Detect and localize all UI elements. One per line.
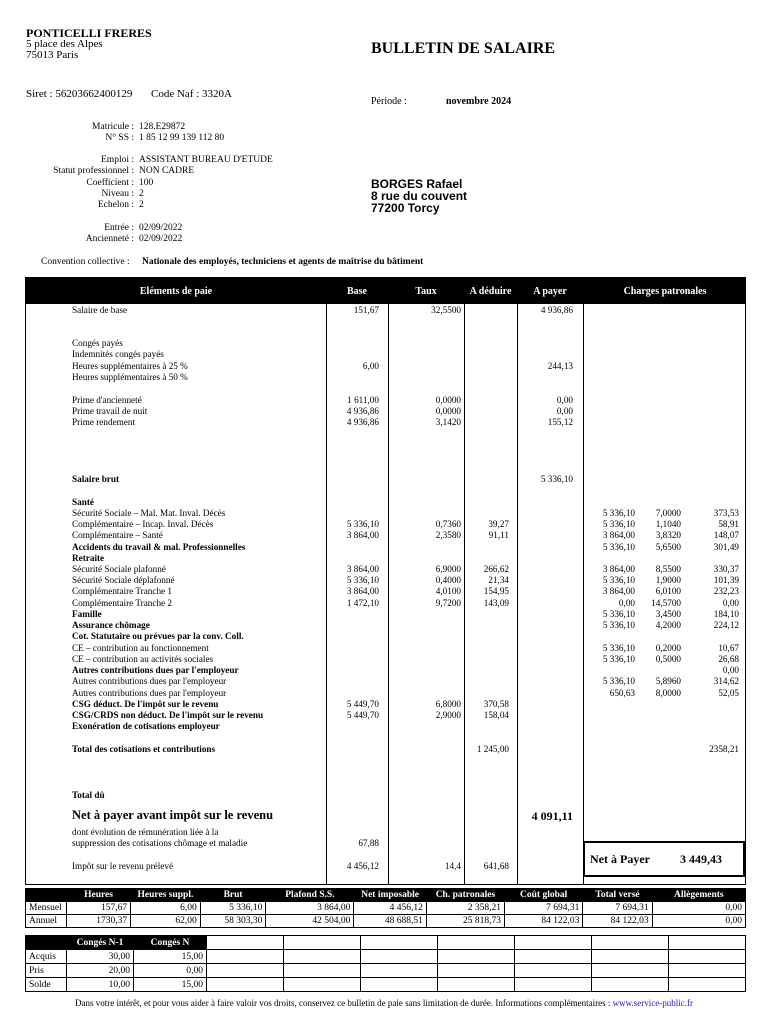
leave-empty-cell (515, 950, 592, 964)
payslip-line (26, 361, 745, 372)
line-cm-value: 301,49 (713, 542, 739, 552)
payslip-line (26, 474, 745, 485)
line-cm-value: 52,05 (718, 688, 739, 698)
line-label: Autres contributions dues par l'employeur (72, 676, 227, 686)
summary-cell: 1730,37 (66, 915, 130, 928)
leave-empty-cell (284, 964, 361, 978)
line-cm-value: 0,00 (722, 665, 739, 675)
line-label: Sécurité Sociale – Mal. Mat. Inval. Décès (72, 508, 226, 518)
payslip-line (26, 598, 745, 609)
id-label: Emploi : (101, 155, 134, 165)
id-value: 1 85 12 99 139 112 80 (139, 133, 225, 143)
line-base-value: 3 864,00 (346, 586, 379, 596)
id-row (24, 189, 144, 200)
summary-header-cell: Coût global (504, 889, 582, 902)
company-name: PONTICELLI FRERES (26, 26, 152, 40)
id-value: 128.E29872 (139, 122, 186, 132)
id-row (24, 200, 144, 211)
payslip-line (26, 508, 745, 519)
line-label: Salaire de base (72, 305, 128, 315)
line-label: Prime travail de nuit (72, 406, 148, 416)
leave-row (26, 964, 746, 978)
leave-empty-header (361, 936, 438, 950)
employee-name: BORGES Rafael (371, 177, 463, 191)
leave-empty-header (592, 936, 669, 950)
leave-empty-header (669, 936, 746, 950)
leave-row (26, 950, 746, 964)
payslip-line (26, 519, 745, 530)
leave-cell: 15,00 (134, 978, 207, 992)
line-ct-value: 5,6500 (655, 542, 681, 552)
leave-empty-cell (284, 950, 361, 964)
net-to-pay-value: 3 449,43 (680, 852, 722, 866)
payslip-line (26, 665, 745, 676)
line-ct-value: 14,5700 (651, 598, 681, 608)
line-ct-value: 3,8320 (655, 530, 681, 540)
summary-cell: 157,67 (66, 902, 130, 915)
id-label: Niveau : (101, 189, 134, 199)
line-label: Impôt sur le revenu prélevé (72, 861, 174, 871)
id-value: 02/09/2022 (139, 234, 183, 244)
line-cb-value: 3 864,00 (602, 586, 635, 596)
line-ct-value: 4,2000 (655, 620, 681, 630)
line-label: Complémentaire Tranche 2 (72, 598, 173, 608)
line-label: Net à payer avant impôt sur le revenu (72, 808, 274, 822)
line-ct-value: 0,2000 (655, 643, 681, 653)
payslip-line (26, 654, 745, 665)
leave-empty-cell (438, 978, 515, 992)
line-label: Heures supplémentaires à 25 % (72, 361, 188, 371)
line-cm-value: 330,37 (713, 564, 739, 574)
summary-header-cell: Heures (66, 889, 130, 902)
leave-empty-cell (361, 950, 438, 964)
line-cm-value: 373,53 (713, 508, 739, 518)
line-label: Accidents du travail & mal. Professionnelles (72, 542, 246, 552)
summary-header-cell: Allègements (652, 889, 745, 902)
payslip-line (26, 395, 745, 406)
leave-empty-cell (207, 978, 284, 992)
footer-text: Dans votre intérêt, et pour vous aider à faire valoir vos droits, conservez ce bulletin de paie sans limitation de durée. Informations complémentaires : (75, 998, 611, 1008)
line-base-value: 1 472,10 (346, 598, 379, 608)
leave-header-cell (26, 936, 67, 950)
payslip-table-header (26, 278, 745, 304)
line-cb-value: 3 864,00 (602, 564, 635, 574)
line-label: Assurance chômage (72, 620, 150, 630)
summary-row (26, 902, 746, 915)
leave-body (26, 950, 746, 992)
footer-link[interactable]: www.service-public.fr (612, 998, 693, 1008)
line-label: dont évolution de rémunération liée à la (72, 827, 219, 837)
leave-empty-cell (438, 950, 515, 964)
summary-cell: 25 818,73 (426, 915, 504, 928)
summary-cell: 0,00 (652, 915, 745, 928)
company-address-2: 75013 Paris (26, 49, 79, 61)
line-taux-value: 4,0100 (435, 586, 461, 596)
leave-cell: 10,00 (67, 978, 134, 992)
line-label: Prime rendement (72, 417, 136, 427)
leave-empty-header (207, 936, 284, 950)
leave-empty-cell (669, 950, 746, 964)
summary-body (26, 902, 746, 928)
leave-header-cell: Congés N-1 (67, 936, 134, 950)
line-cm-value: 2358,21 (709, 744, 739, 754)
leave-empty-cell (592, 978, 669, 992)
company-address-1: 5 place des Alpes (26, 38, 103, 50)
footer-note (0, 998, 768, 1008)
leave-empty-cell (669, 978, 746, 992)
line-base-value: 3 864,00 (346, 564, 379, 574)
id-row (24, 178, 153, 189)
line-label: Sécurité Sociale plafonné (72, 564, 166, 574)
summary-cell: 5 336,10 (200, 902, 266, 915)
line-ct-value: 5,8960 (655, 676, 681, 686)
payslip-line (26, 586, 745, 597)
line-label: Congés payés (72, 338, 123, 348)
line-cm-value: 232,23 (713, 586, 739, 596)
net-to-pay-label: Net à Payer (590, 852, 650, 866)
company-siret: Siret : 56203662400129 (26, 88, 133, 100)
line-taux-value: 2,9000 (435, 710, 461, 720)
line-cm-value: 26,68 (718, 654, 739, 664)
line-ct-value: 7,0000 (655, 508, 681, 518)
line-cm-value: 224,12 (713, 620, 739, 630)
payslip-line (26, 497, 745, 508)
summary-cell: 7 694,31 (504, 902, 582, 915)
line-base-value: 5 449,70 (346, 710, 379, 720)
line-label: CSG déduct. De l'impôt sur le revenu (72, 699, 219, 709)
id-row (24, 155, 273, 166)
summary-header-cell (26, 889, 67, 902)
id-row (24, 234, 182, 245)
id-label: N° SS : (105, 133, 134, 143)
summary-header-cell: Heures suppl. (131, 889, 201, 902)
line-base-value: 151,67 (353, 305, 379, 315)
id-row (24, 223, 182, 234)
line-label: Sécurité Sociale déplafonné (72, 575, 175, 585)
summary-table (25, 888, 746, 928)
summary-cell: 3 864,00 (266, 902, 354, 915)
line-ct-value: 6,0100 (655, 586, 681, 596)
summary-cell: 58 303,30 (200, 915, 266, 928)
line-cb-value: 5 336,10 (602, 620, 635, 630)
summary-header-cell: Net imposable (354, 889, 427, 902)
summary-row (26, 915, 746, 928)
summary-cell: 2 358,21 (426, 902, 504, 915)
line-cb-value: 5 336,10 (602, 508, 635, 518)
payslip-line (26, 564, 745, 575)
payslip-line (26, 808, 745, 824)
line-base-value: 5 449,70 (346, 699, 379, 709)
line-cb-value: 650,63 (609, 688, 635, 698)
line-taux-value: 0,0000 (435, 406, 461, 416)
document-title: BULLETIN DE SALAIRE (371, 40, 556, 57)
payslip-line (26, 349, 745, 360)
id-row (24, 166, 194, 177)
line-ded-value: 21,34 (488, 575, 509, 585)
summary-cell: 4 456,12 (354, 902, 427, 915)
id-label: Coefficient : (86, 178, 134, 188)
company-block (26, 28, 152, 61)
summary-cell: 42 504,00 (266, 915, 354, 928)
leave-cell: 15,00 (134, 950, 207, 964)
leave-empty-cell (284, 978, 361, 992)
line-label: Total des cotisations et contributions (72, 744, 216, 754)
line-ded-value: 143,09 (483, 598, 509, 608)
id-value: 100 (139, 178, 154, 188)
id-label: Statut professionnel : (53, 166, 134, 176)
summary-cell: 6,00 (131, 902, 201, 915)
line-label: Complémentaire – Incap. Inval. Décès (72, 519, 214, 529)
line-ded-value: 1 245,00 (476, 744, 509, 754)
payslip-line (26, 406, 745, 417)
line-label: Prime d'ancienneté (72, 395, 142, 405)
line-payer-value: 155,12 (547, 417, 573, 427)
line-label: CSG/CRDS non déduct. De l'impôt sur le revenu (72, 710, 264, 720)
line-cb-value: 5 336,10 (602, 643, 635, 653)
line-ct-value: 8,5500 (655, 564, 681, 574)
line-ct-value: 0,5000 (655, 654, 681, 664)
leave-empty-cell (438, 964, 515, 978)
header-deduire: A déduire (469, 286, 512, 297)
line-label: Total dû (72, 790, 105, 800)
net-to-pay-box (583, 841, 745, 877)
id-row (24, 122, 185, 133)
summary-header-cell: Ch. patronales (426, 889, 504, 902)
company-naf: Code Naf : 3320A (151, 88, 232, 100)
leave-row (26, 978, 746, 992)
line-payer-value: 4 936,86 (540, 305, 573, 315)
line-taux-value: 2,3580 (435, 530, 461, 540)
line-cm-value: 101,39 (713, 575, 739, 585)
leave-row-label: Solde (26, 978, 67, 992)
payslip-line (26, 575, 745, 586)
line-payer-value: 244,13 (547, 361, 573, 371)
leave-empty-cell (669, 964, 746, 978)
line-ded-value: 266,62 (483, 564, 509, 574)
line-taux-value: 3,1420 (435, 417, 461, 427)
summary-cell: 0,00 (652, 902, 745, 915)
header-elements: Eléments de paie (139, 286, 213, 297)
line-cm-value: 184,10 (713, 609, 739, 619)
leave-empty-cell (515, 964, 592, 978)
line-label: suppression des cotisations chômage et maladie (72, 838, 248, 848)
payslip-line (26, 643, 745, 654)
period-value: novembre 2024 (446, 96, 512, 107)
id-label: Entrée : (104, 223, 134, 233)
summary-header-row (26, 889, 746, 902)
leave-header-cell: Congés N (134, 936, 207, 950)
line-taux-value: 6,9000 (435, 564, 461, 574)
summary-cell: 48 688,51 (354, 915, 427, 928)
id-label: Echelon : (97, 200, 134, 210)
line-ded-value: 91,11 (488, 530, 509, 540)
summary-cell: 62,00 (131, 915, 201, 928)
payslip-line (26, 688, 745, 699)
leave-empty-cell (207, 950, 284, 964)
summary-header-cell: Total versé (583, 889, 652, 902)
header-payer: A payer (533, 286, 567, 297)
period-label: Période : (371, 96, 407, 107)
line-ded-value: 370,58 (483, 699, 509, 709)
line-ct-value: 1,1040 (655, 519, 681, 529)
payslip-table (25, 277, 746, 885)
line-cb-value: 5 336,10 (602, 519, 635, 529)
line-cb-value: 3 864,00 (602, 530, 635, 540)
line-label: Autres contributions dues par l'employeur (72, 688, 227, 698)
line-payer-value: 0,00 (556, 395, 573, 405)
line-label: Heures supplémentaires à 50 % (72, 372, 188, 382)
line-taux-value: 0,4000 (435, 575, 461, 585)
line-ct-value: 1,9000 (655, 575, 681, 585)
summary-header-cell: Plafond S.S. (266, 889, 354, 902)
line-taux-value: 0,7360 (435, 519, 461, 529)
line-cm-value: 0,00 (722, 598, 739, 608)
line-cb-value: 5 336,10 (602, 609, 635, 619)
line-label: Autres contributions dues par l'employeur (72, 665, 239, 675)
line-label: Retraite (72, 553, 105, 563)
leave-cell: 0,00 (134, 964, 207, 978)
line-label: CE – contribution au activités sociales (72, 654, 214, 664)
leave-empty-header (515, 936, 592, 950)
line-ct-value: 3,4500 (655, 609, 681, 619)
summary-row-label: Annuel (26, 915, 67, 928)
line-label: Salaire brut (72, 474, 120, 484)
payslip-line (26, 699, 745, 710)
payslip-line (26, 790, 745, 801)
line-ded-value: 641,68 (483, 861, 509, 871)
line-base-value: 3 864,00 (346, 530, 379, 540)
payslip-line (26, 710, 745, 721)
id-value: 02/09/2022 (139, 223, 183, 233)
summary-cell: 84 122,03 (504, 915, 582, 928)
payslip-line (26, 372, 745, 383)
leave-empty-cell (207, 964, 284, 978)
line-cb-value: 5 336,10 (602, 654, 635, 664)
leave-row-label: Pris (26, 964, 67, 978)
line-cm-value: 148,07 (713, 530, 739, 540)
payslip-line (26, 721, 745, 732)
leave-table (25, 935, 746, 992)
employee-address (371, 178, 467, 214)
line-taux-value: 0,0000 (435, 395, 461, 405)
line-taux-value: 9,7200 (435, 598, 461, 608)
leave-header-row (26, 936, 746, 950)
leave-empty-cell (361, 964, 438, 978)
line-label: Exonération de cotisations employeur (72, 721, 220, 731)
line-label: Complémentaire – Santé (72, 530, 163, 540)
id-value: 2 (139, 200, 144, 210)
id-value: NON CADRE (139, 166, 195, 176)
line-cb-value: 0,00 (618, 598, 635, 608)
line-cm-value: 10,67 (718, 643, 739, 653)
leave-cell: 30,00 (67, 950, 134, 964)
employee-city: 77200 Torcy (371, 201, 440, 215)
payslip-line (26, 338, 745, 349)
line-ded-value: 39,27 (488, 519, 509, 529)
line-payer-value: 4 091,11 (531, 809, 573, 823)
payslip-line (26, 827, 745, 838)
id-value: 2 (139, 189, 144, 199)
summary-header-cell: Brut (200, 889, 266, 902)
line-base-value: 5 336,10 (346, 575, 379, 585)
summary-cell: 7 694,31 (583, 902, 652, 915)
leave-empty-cell (515, 978, 592, 992)
line-taux-value: 32,5500 (431, 305, 461, 315)
convention-value: Nationale des employés, techniciens et agents de maîtrise du bâtiment (142, 257, 424, 267)
payslip-line (26, 305, 745, 316)
payslip-line (26, 620, 745, 631)
line-ded-value: 154,95 (483, 586, 509, 596)
leave-row-label: Acquis (26, 950, 67, 964)
payslip-line (26, 631, 745, 642)
header-charges: Charges patronales (623, 286, 707, 297)
header-taux: Taux (415, 286, 437, 297)
leave-empty-cell (592, 950, 669, 964)
payslip-line (26, 676, 745, 687)
line-taux-value: 6,8000 (435, 699, 461, 709)
id-row (24, 133, 224, 144)
line-label: Indemnités congés payés (72, 349, 164, 359)
convention-label: Convention collective : (41, 257, 130, 267)
id-label: Ancienneté : (85, 234, 134, 244)
line-base-value: 6,00 (362, 361, 379, 371)
employee-street: 8 rue du couvent (371, 189, 468, 203)
summary-row-label: Mensuel (26, 902, 67, 915)
payslip-line (26, 609, 745, 620)
line-base-value: 4 936,86 (346, 406, 379, 416)
line-base-value: 4 456,12 (346, 861, 379, 871)
line-taux-value: 14,4 (444, 861, 461, 871)
id-value: ASSISTANT BUREAU D'ETUDE (139, 155, 273, 165)
line-cb-value: 5 336,10 (602, 676, 635, 686)
line-label: Santé (72, 497, 94, 507)
line-payer-value: 0,00 (556, 406, 573, 416)
payslip-line (26, 542, 745, 553)
leave-empty-cell (592, 964, 669, 978)
line-base-value: 67,88 (358, 838, 379, 848)
line-base-value: 1 611,00 (347, 395, 379, 405)
header-base: Base (347, 286, 367, 297)
leave-empty-header (284, 936, 361, 950)
leave-cell: 20,00 (67, 964, 134, 978)
line-ded-value: 158,04 (483, 710, 509, 720)
payslip-line (26, 530, 745, 541)
line-label: Complémentaire Tranche 1 (72, 586, 173, 596)
leave-empty-header (438, 936, 515, 950)
payslip-line (26, 417, 745, 428)
id-label: Matricule : (92, 122, 134, 132)
line-label: Famille (72, 609, 102, 619)
line-base-value: 5 336,10 (346, 519, 379, 529)
summary-cell: 84 122,03 (583, 915, 652, 928)
payslip-line (26, 744, 745, 755)
line-ct-value: 8,0000 (655, 688, 681, 698)
leave-empty-cell (361, 978, 438, 992)
line-label: Cot. Statutaire ou prévues par la conv. Coll. (72, 631, 244, 641)
line-payer-value: 5 336,10 (540, 474, 573, 484)
line-cb-value: 5 336,10 (602, 542, 635, 552)
line-cm-value: 58,91 (718, 519, 739, 529)
line-base-value: 4 936,86 (346, 417, 379, 427)
line-label: CE – contribution au fonctionnement (72, 643, 209, 653)
line-cb-value: 5 336,10 (602, 575, 635, 585)
payslip-line (26, 553, 745, 564)
line-cm-value: 314,62 (713, 676, 739, 686)
